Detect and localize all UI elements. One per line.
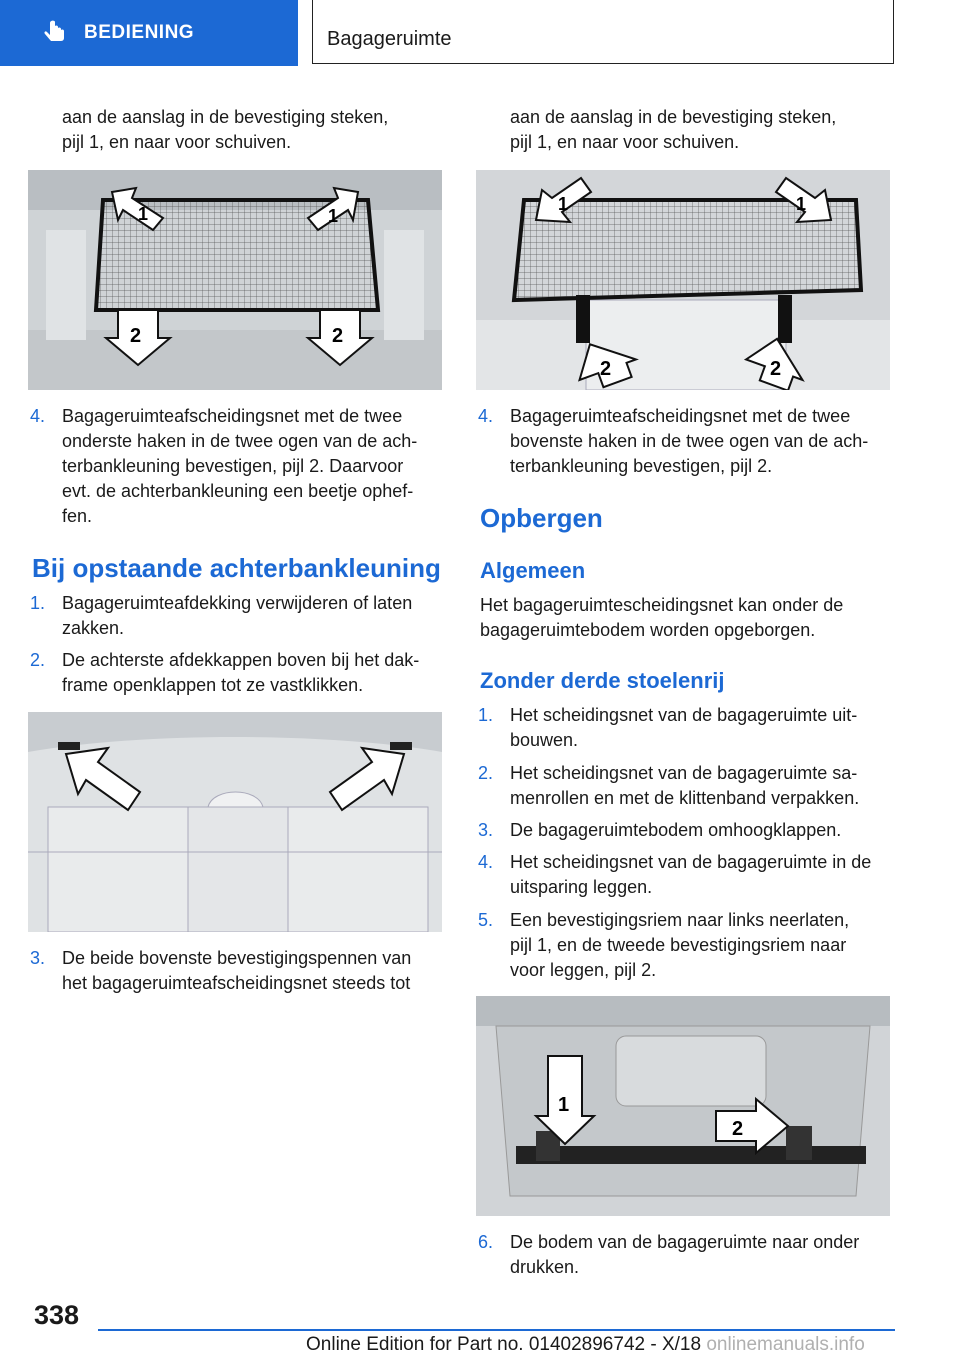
step-number: 2. [30, 650, 46, 670]
step-text: Bagageruimteafscheidingsnet met de twee [510, 406, 851, 426]
general-text-line-2: bagageruimtebodem worden opgeborgen. [480, 620, 816, 640]
step-text: onderste haken in de twee ogen van de ach‐ [62, 431, 418, 451]
svg-text:1: 1 [138, 204, 149, 224]
left-intro-line-1: aan de aanslag in de bevestiging steken, [62, 107, 389, 127]
step-text: Een bevestigingsriem naar links neerlaten, [510, 910, 850, 930]
figure-cover-caps-image [28, 712, 442, 932]
step-text: het bagageruimteafscheidingsnet steeds tot [62, 973, 411, 993]
step-text: Het scheidingsnet van de bagageruimte in de [510, 852, 872, 872]
figure-net-lowered-seat [28, 170, 442, 390]
step-text: Bagageruimteafdekking verwijderen of laten [62, 593, 413, 613]
right-intro-line-1: aan de aanslag in de bevestiging steken, [510, 107, 837, 127]
step-number: 1. [478, 705, 494, 725]
footer-divider [98, 1329, 895, 1331]
step-number: 1. [30, 593, 46, 613]
step-text: Bagageruimteafscheidingsnet met de twee [62, 406, 403, 426]
svg-text:2: 2 [332, 325, 344, 347]
step-number: 5. [478, 910, 494, 930]
svg-text:1: 1 [558, 1094, 570, 1116]
left-intro-line-2: pijl 1, en naar voor schuiven. [62, 132, 292, 152]
step-text: frame openklappen tot ze vastklikken. [62, 675, 364, 695]
section-title: Bagageruimte [327, 28, 452, 50]
step-text: De achterste afdekkappen boven bij het dak‐ [62, 650, 420, 670]
step-text: menrollen en met de klittenband verpakken. [510, 788, 860, 808]
step-text: Het scheidingsnet van de bagageruimte uit‐ [510, 705, 858, 725]
step-number: 4. [478, 852, 494, 872]
heading-upright-seat: Bij opstaande achterbankleuning [32, 553, 441, 583]
step-text: fen. [62, 506, 93, 526]
chapter-label: BEDIENING [84, 22, 195, 43]
subheading-no-third-row: Zonder derde stoelenrij [480, 668, 725, 693]
figure-net-upright-seat-image [476, 170, 890, 390]
step-text: zakken. [62, 618, 125, 638]
step-text: terbankleuning bevestigen, pijl 2. Daarvoor [62, 456, 404, 476]
svg-text:2: 2 [732, 1118, 744, 1140]
step-number: 3. [478, 820, 494, 840]
subheading-general: Algemeen [480, 558, 586, 583]
brand-watermark[interactable]: onlinemanuals.info [706, 1334, 865, 1355]
step-text: terbankleuning bevestigen, pijl 2. [510, 456, 773, 476]
svg-text:2: 2 [130, 325, 142, 347]
figure-net-lowered-seat-image [28, 170, 442, 390]
svg-text:1: 1 [796, 194, 807, 214]
step-number: 4. [30, 406, 46, 426]
step-number: 6. [478, 1232, 494, 1252]
step-text: Het scheidingsnet van de bagageruimte sa‐ [510, 763, 858, 783]
step-text: bovenste haken in de twee ogen van de ach‐ [510, 431, 869, 451]
figure-net-upright-seat [476, 170, 890, 390]
step-text: De beide bovenste bevestigingspennen van [62, 948, 412, 968]
step-text: bouwen. [510, 730, 579, 750]
chapter-tab[interactable] [0, 0, 298, 66]
svg-text:2: 2 [770, 358, 782, 380]
edition-text: Online Edition for Part no. 01402896742 - X/18 [306, 1334, 702, 1355]
figure-underfloor-storage-image [476, 996, 890, 1216]
step-text: De bodem van de bagageruimte naar onder [510, 1232, 860, 1252]
step-text: drukken. [510, 1257, 580, 1277]
step-number: 2. [478, 763, 494, 783]
step-text: voor leggen, pijl 2. [510, 960, 657, 980]
step-number: 3. [30, 948, 46, 968]
right-intro-line-2: pijl 1, en naar voor schuiven. [510, 132, 740, 152]
svg-text:1: 1 [558, 194, 569, 214]
step-text: evt. de achterbankleuning een beetje ophef‐ [62, 481, 414, 501]
figure-underfloor-storage [476, 996, 890, 1216]
footer-edition [306, 1334, 865, 1356]
step-number: 4. [478, 406, 494, 426]
svg-text:2: 2 [600, 358, 612, 380]
section-header [312, 0, 894, 64]
figure-cover-caps [28, 712, 442, 932]
svg-text:1: 1 [328, 206, 339, 226]
step-text: uitsparing leggen. [510, 877, 653, 897]
step-text: pijl 1, en de tweede bevestigingsriem naar [510, 935, 847, 955]
page-number: 338 [34, 1300, 80, 1330]
step-text: De bagageruimtebodem omhoogklappen. [510, 820, 842, 840]
hand-touch-icon [40, 19, 68, 47]
heading-storage: Opbergen [480, 503, 603, 533]
general-text-line-1: Het bagageruimtescheidingsnet kan onder de [480, 595, 844, 615]
